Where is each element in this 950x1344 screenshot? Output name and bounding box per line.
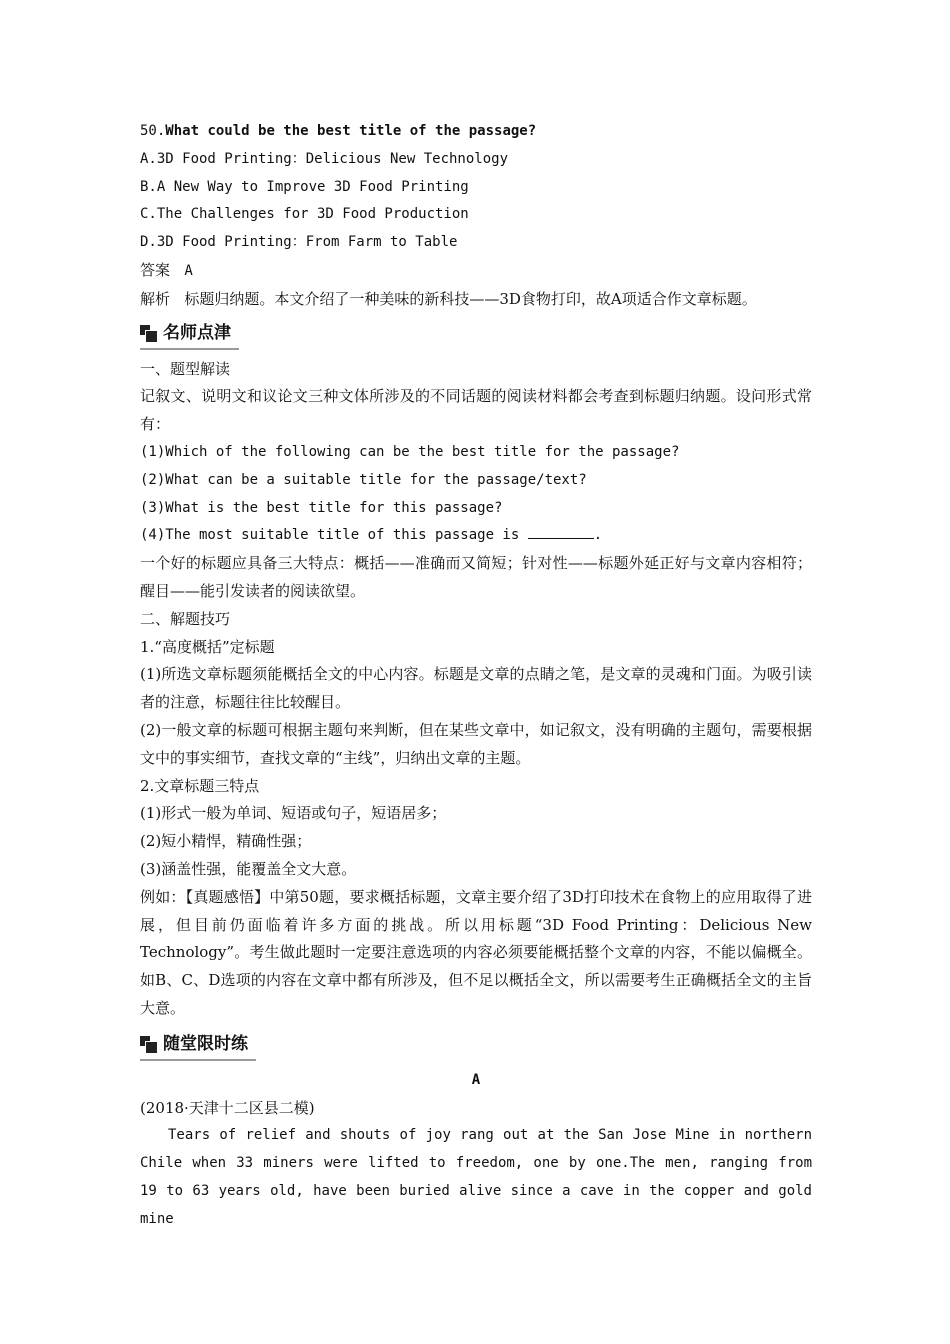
section-square-icon xyxy=(140,325,156,341)
answer-value: A xyxy=(184,262,193,279)
answer-label: 答案 xyxy=(140,260,171,279)
tip2-item-3: (3)涵盖性强，能覆盖全文大意。 xyxy=(140,859,357,878)
intro-paragraph: 记叙文、说明文和议论文三种文体所涉及的不同话题的阅读材料都会考查到标题归纳题。设问形式常有： xyxy=(140,387,812,434)
analysis-text: 标题归纳题。本文介绍了一种美味的新科技——3D食物打印，故A项适合作文章标题。 xyxy=(184,289,757,308)
section-heading-tips xyxy=(140,320,239,350)
question-form-2: (2)What can be a suitable title for the passage/text? xyxy=(140,471,587,488)
question-form-1: (1)Which of the following can be the best title for the passage? xyxy=(140,443,680,460)
answer-line xyxy=(140,257,812,286)
question-number: 50. xyxy=(140,123,166,139)
passage-source: (2018·天津十二区县二模) xyxy=(140,1098,315,1117)
analysis-label: 解析 xyxy=(140,289,171,308)
tip1-heading: 1.“高度概括”定标题 xyxy=(140,637,275,656)
option-d: D.3D Food Printing：From Farm to Table xyxy=(140,234,458,251)
example-paragraph: 例如：【真题感悟】中第50题，要求概括标题，文章主要介绍了3D打印技术在食物上的应用取得了进展，但目前仍面临着许多方面的挑战。所以用标题“3D Food Printing：Delicious New Technology”。考生做此题时一定要注意选项的内容必须要能概括整个文章的内容，不能以偏概全。如B、C、D选项的内容在文章中都有所涉及，但不足以概括全文，所以需要考生正确概括全文的主旨大意。 xyxy=(140,887,812,1017)
option-b: B.A New Way to Improve 3D Food Printing xyxy=(140,178,469,195)
tip2-heading: 2.文章标题三特点 xyxy=(140,776,260,795)
section-square-icon xyxy=(140,1036,156,1052)
answer-blank xyxy=(528,522,594,539)
form4-suffix: . xyxy=(593,527,603,544)
passage-label: A xyxy=(471,1071,481,1088)
question-form-3: (3)What is the best title for this passage? xyxy=(140,499,503,516)
section-title: 名师点津 xyxy=(163,322,231,343)
option-a: A.3D Food Printing：Delicious New Technology xyxy=(140,150,509,167)
question-stem-line xyxy=(140,118,812,146)
page-content xyxy=(140,118,812,1233)
part2-heading: 二、解题技巧 xyxy=(140,609,231,628)
analysis-line xyxy=(140,286,812,314)
tip2-item-1: (1)形式一般为单词、短语或句子，短语居多； xyxy=(140,804,447,823)
features-paragraph: 一个好的标题应具备三大特点：概括——准确而又简短；针对性——标题外延正好与文章内容相符；醒目——能引发读者的阅读欲望。 xyxy=(140,554,812,600)
option-c: C.The Challenges for 3D Food Production xyxy=(140,206,469,223)
section-title: 随堂限时练 xyxy=(163,1033,248,1054)
passage-text: Tears of relief and shouts of joy rang out at the San Jose Mine in northern Chile when 33 miners were lifted to freedom, one by one.The men, ranging from 19 to 63 years old, have been buried alive since a cave in the copper and gold mine xyxy=(140,1127,812,1227)
section-heading-practice xyxy=(140,1031,256,1061)
question-stem: What could be the best title of the passage? xyxy=(165,123,537,139)
tip1-item-1: (1)所选文章标题须能概括全文的中心内容。标题是文章的点睛之笔，是文章的灵魂和门面。为吸引读者的注意，标题往往比较醒目。 xyxy=(140,665,812,712)
tip2-item-2: (2)短小精悍，精确性强； xyxy=(140,832,312,851)
question-form-4 xyxy=(140,522,812,550)
tip1-item-2: (2)一般文章的标题可根据主题句来判断，但在某些文章中，如记叙文，没有明确的主题句，需要根据文中的事实细节，查找文章的“主线”，归纳出文章的主题。 xyxy=(140,720,812,767)
form4-prefix: (4)The most suitable title of this passage is xyxy=(140,527,528,544)
part1-heading: 一、题型解读 xyxy=(140,359,231,378)
